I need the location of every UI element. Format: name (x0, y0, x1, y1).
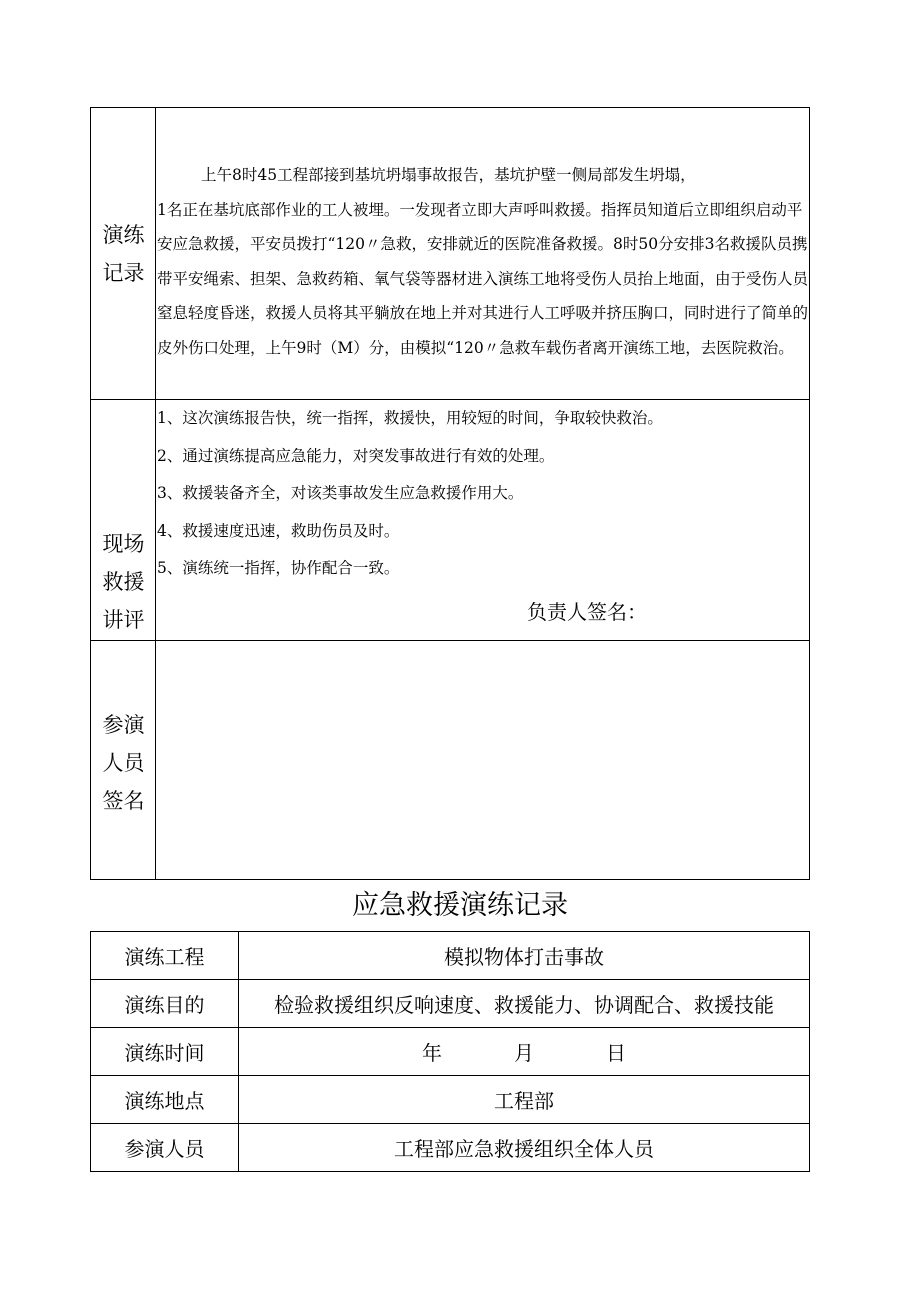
page-title: 应急救援演练记录 (352, 890, 568, 921)
record-paragraph-first: 上午8时45工程部接到基坑坍塌事故报告，基坑护壁一侧局部发生坍塌， (201, 166, 696, 184)
day-label: 日 (606, 1041, 626, 1065)
record-label: 演练 记录 (102, 223, 145, 285)
record-text (157, 158, 809, 365)
signature-label: 负责人签名： (527, 600, 647, 624)
participants-label: 参演 人员 签名 (102, 713, 145, 813)
row-value: 工程部应急救援组织全体人员 (239, 1124, 810, 1172)
row-label: 演练时间 (91, 1028, 239, 1076)
month-label: 月 (514, 1041, 534, 1065)
table-row (91, 1076, 810, 1124)
drill-info-table (90, 931, 810, 1172)
date-value[interactable] (239, 1028, 810, 1076)
row-value: 工程部 (239, 1076, 810, 1124)
participants-signature-area[interactable] (157, 642, 809, 878)
row-label: 演练地点 (91, 1076, 239, 1124)
row-label: 参演人员 (91, 1124, 239, 1172)
review-item: 5、演练统一指挥，协作配合一致。 (157, 559, 400, 577)
row-label: 演练目的 (91, 980, 239, 1028)
table-row (91, 980, 810, 1028)
review-item: 1、这次演练报告快，统一指挥，救援快，用较短的时间，争取较快救治。 (157, 409, 663, 427)
row-value: 检验救援组织反响速度、救援能力、协调配合、救援技能 (239, 980, 810, 1028)
row-label: 演练工程 (91, 932, 239, 980)
review-list (157, 400, 809, 588)
review-item: 4、救援速度迅速，救助伤员及时。 (157, 521, 400, 540)
drill-record-table (90, 107, 810, 880)
table-row (91, 932, 810, 980)
year-label: 年 (422, 1041, 442, 1065)
table-row (91, 1124, 810, 1172)
record-paragraph-rest: 1名正在基坑底部作业的工人被埋。一发现者立即大声呼叫救援。指挥员知道后立即组织启动平安应急救援，平安员拨打“120〃急救，安排就近的医院准备救援。8时50分安排3名救援队员携带平安绳索、担架、急救药箱、氧气袋等器材进入演练工地将受伤人员抬上地面，由于受伤人员窒息轻度昏迷，救援人员将其平躺放在地上并对其进行人工呼吸并挤压胸口，同时进行了简单的皮外伤口处理，上午9时（M）分，由模拟“120〃急救车载伤者离开演练工地，去医院救治。 (157, 200, 809, 357)
row-divider-2 (91, 640, 809, 641)
review-item: 3、救援装备齐全，对该类事故发生应急救援作用大。 (157, 484, 524, 502)
review-label: 现场 救援 讲评 (102, 532, 145, 632)
table-row (91, 1028, 810, 1076)
row-value: 模拟物体打击事故 (239, 932, 810, 980)
review-item: 2、通过演练提高应急能力，对突发事故进行有效的处理。 (157, 446, 555, 465)
